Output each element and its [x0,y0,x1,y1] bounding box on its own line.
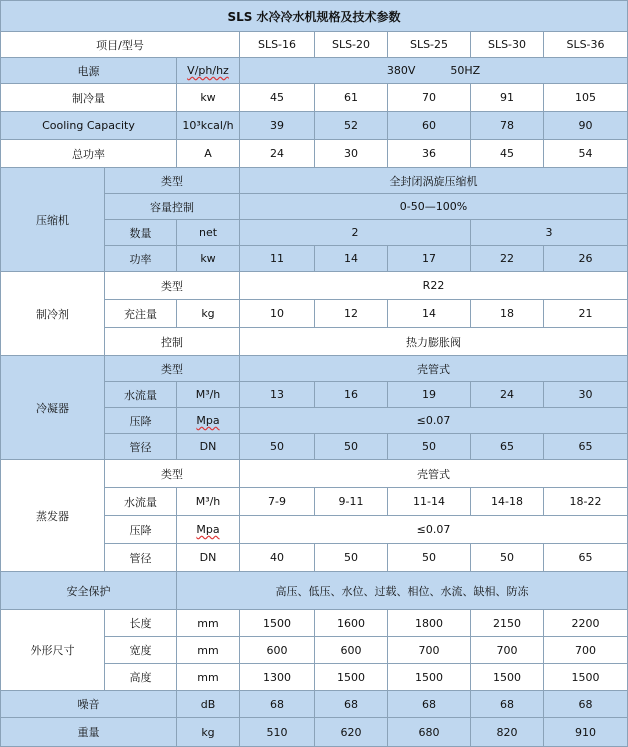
value-cell: 1800 [388,610,471,637]
value-cell: 820 [471,718,544,747]
unit-cell: mm [177,664,240,691]
sub-label: 充注量 [105,300,177,328]
value-cell: 36 [388,140,471,168]
group-label-compressor: 压缩机 [1,168,105,272]
value-cell: 11-14 [388,488,471,516]
evaporator-type-row [1,460,628,488]
value-cell: 910 [544,718,628,747]
sub-label: 管径 [105,544,177,572]
sub-label: 类型 [105,168,240,194]
value-cell: 68 [315,691,388,718]
value-cell: 30 [544,382,628,408]
value-cell: 1600 [315,610,388,637]
unit-cell: mm [177,610,240,637]
sub-label: 高度 [105,664,177,691]
value-cell: 600 [315,637,388,664]
sub-label: 功率 [105,246,177,272]
model-header: SLS-20 [315,32,388,58]
value-cell: 60 [388,112,471,140]
unit-cell: 10³kcal/h [177,112,240,140]
value-cell: 68 [240,691,315,718]
value-cell: 12 [315,300,388,328]
value-cell: 16 [315,382,388,408]
group-label-refrigerant: 制冷剂 [1,272,105,356]
value-cell: 7-9 [240,488,315,516]
refrigerant-type-row [1,272,628,300]
refrigerant-type-value: R22 [240,272,628,300]
value-cell: 14 [315,246,388,272]
value-cell: 68 [544,691,628,718]
total-power-row [1,140,628,168]
unit-cell: V/ph/hz [177,58,240,84]
value-cell: 91 [471,84,544,112]
value-cell: 22 [471,246,544,272]
sub-label: 压降 [105,516,177,544]
value-cell: 700 [544,637,628,664]
safety-row [1,572,628,610]
compressor-type-row [1,168,628,194]
unit-cell: kg [177,300,240,328]
unit-cell: kg [177,718,240,747]
header-label: 项目/型号 [1,32,240,58]
row-label: 安全保护 [1,572,177,610]
value-cell: 17 [388,246,471,272]
value-cell: 26 [544,246,628,272]
weight-row [1,718,628,747]
safety-value: 高压、低压、水位、过载、相位、水流、缺相、防冻 [177,572,628,610]
value-cell: 600 [240,637,315,664]
value-cell: 68 [388,691,471,718]
value-cell: 70 [388,84,471,112]
value-cell: 105 [544,84,628,112]
dimension-length-row [1,610,628,637]
sub-label: 类型 [105,356,240,382]
value-cell: 65 [544,434,628,460]
unit-cell: mm [177,637,240,664]
header-row [1,32,628,58]
quantity-value: 2 [240,220,471,246]
condenser-type-row [1,356,628,382]
value-cell: 680 [388,718,471,747]
value-cell: 1500 [240,610,315,637]
value-cell: 14-18 [471,488,544,516]
model-header: SLS-25 [388,32,471,58]
unit-cell: Mpa [177,408,240,434]
model-header: SLS-30 [471,32,544,58]
value-cell: 1500 [471,664,544,691]
unit-cell: dB [177,691,240,718]
title-row [1,1,628,32]
value-cell: 45 [240,84,315,112]
value-cell: 11 [240,246,315,272]
value-cell: 620 [315,718,388,747]
value-cell: 21 [544,300,628,328]
value-cell: 50 [240,434,315,460]
value-cell: 14 [388,300,471,328]
value-cell: 30 [315,140,388,168]
value-cell: 39 [240,112,315,140]
value-cell: 9-11 [315,488,388,516]
value-cell: 78 [471,112,544,140]
sub-label: 压降 [105,408,177,434]
table-title: SLS 水冷冷水机规格及技术参数 [1,1,628,32]
sub-label: 数量 [105,220,177,246]
unit-cell: net [177,220,240,246]
group-label-evaporator: 蒸发器 [1,460,105,572]
group-label-condenser: 冷凝器 [1,356,105,460]
unit-cell: M³/h [177,382,240,408]
cooling-capacity-kw-row [1,84,628,112]
value-cell: 50 [315,544,388,572]
sub-label: 控制 [105,328,240,356]
value-cell: 18-22 [544,488,628,516]
model-header: SLS-16 [240,32,315,58]
value-cell: 510 [240,718,315,747]
value-cell: 1300 [240,664,315,691]
unit-cell: kw [177,246,240,272]
value-cell: 50 [388,544,471,572]
value-cell: 65 [471,434,544,460]
row-label: 重量 [1,718,177,747]
sub-label: 管径 [105,434,177,460]
evaporator-type-value: 壳管式 [240,460,628,488]
unit-cell: M³/h [177,488,240,516]
compressor-type-value: 全封闭涡旋压缩机 [240,168,628,194]
sub-label: 长度 [105,610,177,637]
row-label: 电源 [1,58,177,84]
model-header: SLS-36 [544,32,628,58]
value-cell: 19 [388,382,471,408]
value-cell: 65 [544,544,628,572]
value-cell: 50 [471,544,544,572]
power-source-row [1,58,628,84]
value-cell: 1500 [388,664,471,691]
value-cell: 1500 [315,664,388,691]
unit-cell: Mpa [177,516,240,544]
value-cell: 61 [315,84,388,112]
sub-label: 水流量 [105,488,177,516]
value-cell: 1500 [544,664,628,691]
value-cell: 90 [544,112,628,140]
group-label-dimensions: 外形尺寸 [1,610,105,691]
value-cell: 700 [471,637,544,664]
value-cell: 700 [388,637,471,664]
pressure-drop-value: ≤0.07 [240,516,628,544]
pressure-drop-value: ≤0.07 [240,408,628,434]
row-label: Cooling Capacity [1,112,177,140]
cooling-capacity-kcal-row [1,112,628,140]
value-cell: 24 [240,140,315,168]
value-cell: 52 [315,112,388,140]
row-label: 制冷量 [1,84,177,112]
unit-cell: A [177,140,240,168]
value-cell: 50 [315,434,388,460]
value-cell: 40 [240,544,315,572]
value-cell: 54 [544,140,628,168]
value-cell: 18 [471,300,544,328]
sub-label: 类型 [105,460,240,488]
noise-row [1,691,628,718]
row-label: 总功率 [1,140,177,168]
row-label: 噪音 [1,691,177,718]
power-source-value: 380V 50HZ [240,58,628,84]
quantity-value: 3 [471,220,628,246]
sub-label: 宽度 [105,637,177,664]
value-cell: 13 [240,382,315,408]
unit-cell: DN [177,434,240,460]
value-cell: 2200 [544,610,628,637]
capacity-control-value: 0-50—100% [240,194,628,220]
sub-label: 类型 [105,272,240,300]
value-cell: 50 [388,434,471,460]
condenser-type-value: 壳管式 [240,356,628,382]
unit-cell: kw [177,84,240,112]
sub-label: 容量控制 [105,194,240,220]
value-cell: 2150 [471,610,544,637]
value-cell: 68 [471,691,544,718]
sub-label: 水流量 [105,382,177,408]
value-cell: 45 [471,140,544,168]
value-cell: 10 [240,300,315,328]
value-cell: 24 [471,382,544,408]
refrigerant-control-value: 热力膨胀阀 [240,328,628,356]
unit-cell: DN [177,544,240,572]
